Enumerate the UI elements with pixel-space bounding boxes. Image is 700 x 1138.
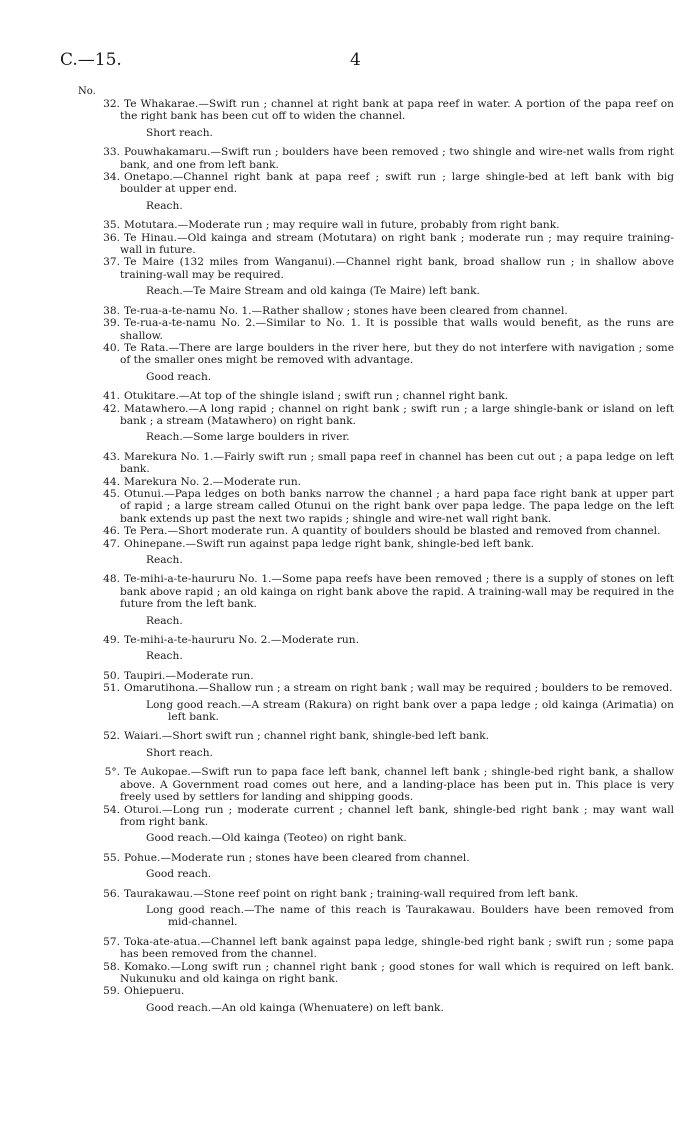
list-item [66, 342, 674, 367]
reach-text: Short reach. [146, 126, 213, 139]
item-number: 48. [103, 573, 120, 586]
reach-text: Long good reach.—A stream (Rakura) on right bank over a papa ledge ; old kainga (Arimatia) on left bank. [146, 698, 674, 724]
item-number: 57. [103, 935, 120, 948]
item-text: Taurakawau.—Stone reef point on right bank ; training-wall required from left bank. [124, 887, 579, 900]
item-text: Omarutihona.—Shallow run ; a stream on right bank ; wall may be required ; boulders to be removed. [124, 682, 673, 695]
list-item [66, 730, 674, 742]
reach-text: Short reach. [146, 746, 213, 759]
item-number: 43. [103, 450, 120, 463]
reach-note [66, 431, 674, 443]
item-number: 58. [103, 960, 120, 973]
item-text: Toka-ate-atua.—Channel left bank against papa ledge, shingle-bed right bank ; swift run ; some papa has been removed from the channel. [120, 935, 674, 961]
item-number: 49. [103, 634, 120, 647]
item-text: Pouwhakamaru.—Swift run ; boulders have been removed ; two shingle and wire-net walls from right bank, and one from left bank. [120, 146, 674, 171]
list-item [66, 305, 674, 317]
item-text: Motutara.—Moderate run ; may require wall in future, probably from right bank. [124, 219, 560, 232]
reach-note [66, 699, 674, 724]
item-text: Onetapo.—Channel right bank at papa reef ; swift run ; large shingle-bed at left bank with big boulder at upper end. [120, 171, 674, 196]
reach-note [66, 832, 674, 844]
rapids-list [66, 98, 674, 1014]
list-item [66, 232, 674, 257]
item-text: Oturoi.—Long run ; moderate current ; channel left bank, shingle-bed right bank ; may want wall from right bank. [120, 803, 674, 828]
list-item [66, 488, 674, 525]
item-text: Ohinepane.—Swift run against papa ledge right bank, shingle-bed left bank. [124, 537, 534, 550]
item-text: Marekura No. 1.—Fairly swift run ; small papa reef in channel has been cut out ; a papa ledge on left bank. [120, 450, 674, 476]
item-text: Waiari.—Short swift run ; channel right bank, shingle-bed left bank. [124, 730, 490, 743]
list-item [66, 936, 674, 961]
list-item [66, 888, 674, 900]
reach-text: Long good reach.—The name of this reach is Taurakawau. Boulders have been removed from mid-channel. [146, 903, 674, 929]
reach-text: Reach. [146, 554, 183, 566]
item-number: 40. [103, 341, 120, 354]
page-number: 4 [350, 50, 361, 70]
item-text: Ohiepueru. [124, 985, 185, 998]
item-number: 45. [103, 487, 120, 500]
reach-note [66, 868, 674, 880]
column-label-no: No. [78, 86, 96, 97]
reach-text: Reach.—Te Maire Stream and old kainga (Te Maire) left bank. [146, 285, 480, 298]
reach-note [66, 371, 674, 383]
list-item [66, 219, 674, 231]
list-item [66, 682, 674, 694]
item-number: 50. [103, 669, 120, 682]
reach-note [66, 615, 674, 627]
item-text: Matawhero.—A long rapid ; channel on right bank ; swift run ; a large shingle-bank or island on left bank ; a stream (Matawhero) on right bank. [120, 402, 674, 427]
item-number: 54. [103, 803, 120, 816]
item-number: 41. [103, 390, 120, 403]
list-item [66, 403, 674, 428]
list-item [66, 766, 674, 803]
list-item [66, 670, 674, 682]
list-item [66, 538, 674, 550]
item-text: Otukitare.—At top of the shingle island ; swift run ; channel right bank. [124, 390, 508, 403]
item-text: Te Whakarae.—Swift run ; channel at right bank at papa reef in water. A portion of the papa reef on the right bank has been cut off to widen the channel. [120, 98, 674, 123]
reach-note [66, 285, 674, 297]
list-item [66, 256, 674, 281]
list-item [66, 317, 674, 342]
document-reference: C.—15. [60, 50, 122, 70]
list-item [66, 171, 674, 196]
item-number: 33. [103, 146, 120, 159]
item-number: 44. [103, 475, 120, 488]
item-text: Te Rata.—There are large boulders in the river here, but they do not interfere with navigation ; some of the smaller ones might be removed with advantage. [120, 341, 674, 367]
reach-note [66, 1002, 674, 1014]
reach-text: Reach. [146, 199, 183, 212]
item-text: Te-rua-a-te-namu No. 2.—Similar to No. 1. It is possible that walls would benefit, as the runs are shallow. [120, 317, 674, 342]
reach-note [66, 127, 674, 139]
list-item [66, 525, 674, 537]
item-number: 46. [103, 525, 120, 538]
reach-note [66, 650, 674, 662]
item-number: 59. [103, 985, 120, 998]
reach-text: Good reach. [146, 868, 212, 881]
list-item [66, 804, 674, 829]
item-number: 32. [103, 98, 120, 110]
list-item [66, 98, 674, 123]
list-item [66, 985, 674, 997]
item-number: 38. [103, 304, 120, 317]
item-text: Te-mihi-a-te-haururu No. 1.—Some papa reefs have been removed ; there is a supply of stones on left bank above rapid ; an old kainga on right bank above the rapid. A training-wall may be required in the future from the left bank. [120, 573, 674, 611]
item-text: Te-mihi-a-te-haururu No. 2.—Moderate run. [124, 634, 359, 647]
item-number: 35. [103, 219, 120, 232]
item-number: 55. [103, 851, 120, 864]
reach-text: Reach. [146, 614, 183, 627]
reach-text: Reach. [146, 650, 183, 663]
list-item [66, 852, 674, 864]
reach-text: Good reach.—An old kainga (Whenuatere) on left bank. [146, 1001, 444, 1014]
item-text: Pohue.—Moderate run ; stones have been cleared from channel. [124, 851, 470, 864]
list-item [66, 451, 674, 476]
item-text: Te-rua-a-te-namu No. 1.—Rather shallow ; stones have been cleared from channel. [124, 304, 568, 317]
item-text: Marekura No. 2.—Moderate run. [124, 475, 302, 488]
item-number: 36. [103, 231, 120, 244]
item-number: 39. [103, 317, 120, 330]
reach-text: Good reach.—Old kainga (Teoteo) on right bank. [146, 832, 407, 845]
list-item [66, 961, 674, 986]
reach-note [66, 747, 674, 759]
list-item [66, 146, 674, 171]
reach-note [66, 554, 674, 566]
list-item [66, 573, 674, 610]
item-text: Taupiri.—Moderate run. [124, 669, 254, 682]
list-item [66, 634, 674, 646]
item-number: 51. [103, 682, 120, 695]
item-text: Te Pera.—Short moderate run. A quantity of boulders should be blasted and removed from channel. [124, 525, 661, 538]
item-text: Te Aukopae.—Swift run to papa face left bank, channel left bank ; shingle-bed right bank, a shallow above. A Government road comes out here, and a landing-place has been put in. This place is very freely used by settlers for landing and shipping goods. [120, 766, 674, 804]
item-number: 52. [103, 730, 120, 743]
reach-note [66, 200, 674, 212]
list-item [66, 476, 674, 488]
reach-note [66, 904, 674, 929]
item-number: 5°. [104, 766, 120, 779]
item-number: 37. [103, 256, 120, 269]
page-header [60, 50, 660, 74]
list-item [66, 390, 674, 402]
item-number: 34. [103, 171, 120, 184]
item-text: Otunui.—Papa ledges on both banks narrow the channel ; a hard papa face right bank at upper part of rapid ; a large stream called Otunui on the right bank over papa ledge. The papa ledge on the left bank extends up past the next two rapids ; shingle and wire-net wall right bank. [120, 487, 674, 525]
reach-text: Good reach. [146, 370, 212, 383]
item-number: 56. [103, 887, 120, 900]
reach-text: Reach.—Some large boulders in river. [146, 431, 350, 444]
item-text: Te Maire (132 miles from Wanganui).—Channel right bank, broad shallow run ; in shallow above training-wall may be required. [120, 256, 674, 281]
item-text: Komako.—Long swift run ; channel right bank ; good stones for wall which is required on left bank. Nukunuku and old kainga on right bank. [120, 960, 674, 985]
item-number: 42. [103, 402, 120, 415]
item-text: Te Hinau.—Old kainga and stream (Motutara) on right bank ; moderate run ; may require training-wall in future. [120, 231, 674, 257]
item-number: 47. [103, 537, 120, 550]
